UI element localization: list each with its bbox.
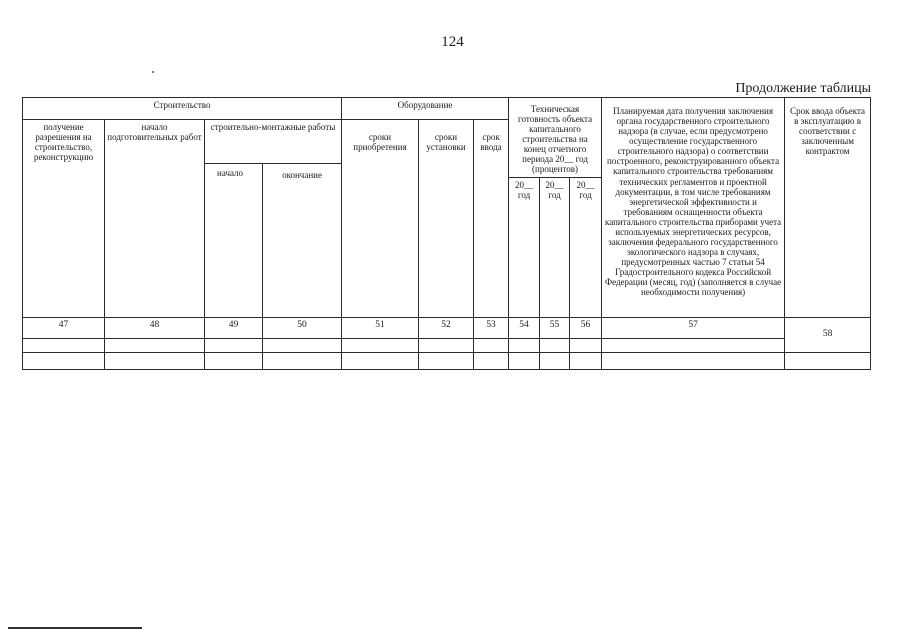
header-permit [23,120,105,318]
operation-deadline-text: Срок ввода объекта в эксплуатацию в соответствии с заключенным контрактом [790,106,866,157]
column-number: 57 [602,317,785,338]
purchase-terms-text: сроки приобретения [353,132,407,153]
empty-cell [263,352,342,369]
tech-readiness-text: Техническая готовность объекта капитального строительства на конец отчетного периода 20__ год (процентов) [518,104,593,175]
header-purchase-terms [342,120,419,318]
header-assembly-works: строительно-монтажные работы [205,120,342,164]
column-number: 50 [263,317,342,338]
empty-cell [105,338,205,352]
header-commissioning-term [474,120,509,318]
empty-cell [570,338,602,352]
header-year-3: 20__ год [570,177,602,317]
empty-cell [570,352,602,369]
column-number: 47 [23,317,105,338]
header-year-1: 20__ год [509,177,540,317]
column-number: 55 [540,317,570,338]
empty-cell [205,338,263,352]
footer-rule [8,627,142,629]
empty-cell [342,338,419,352]
column-number: 52 [419,317,474,338]
header-tech-readiness [509,98,602,178]
continuation-table [22,97,871,370]
empty-cell [602,338,785,352]
header-end: окончание [263,164,342,317]
column-number: 56 [570,317,602,338]
header-construction-group: Строительство [23,98,342,120]
header-start: начало [205,164,263,317]
empty-cell [263,338,342,352]
header-installation-terms [419,120,474,318]
empty-cell [509,338,540,352]
empty-cell [785,352,871,369]
installation-terms-text: сроки установки [426,132,466,153]
column-number: 58 [785,317,871,352]
header-equipment-group: Оборудование [342,98,509,120]
empty-cell [419,338,474,352]
continuation-label: Продолжение таблицы [735,81,871,96]
empty-cell [105,352,205,369]
header-operation-deadline [785,98,871,318]
column-number: 53 [474,317,509,338]
permit-text: получение разрешения на строительство, реконструкцию [33,122,94,163]
scan-speck [152,71,154,73]
column-number: 51 [342,317,419,338]
empty-cell [540,352,570,369]
page-number: 124 [441,34,464,50]
empty-cell [342,352,419,369]
header-planned-date [602,98,785,318]
prep-works-text: начало подготовительных работ [107,122,202,143]
planned-date-text: Планируемая дата получения заключения органа государственного строительного надзора (в случае, если предусмотрено осуществление государственного строительного надзора) о соответствии построенного, реконструированного объекта капитального строительства требованиям технических регламентов и проектной документации, в том числе требованиям энергетической эффективности и требованиям оснащенности объекта капитального строительства приборами учета используемых энергетических ресурсов, заключения федерального государственного экологического надзора в случаях, предусмотренных частью 7 статьи 54 Градостроительного кодекса Российской Федерации (месяц, год) (заполняется в случае необходимости получения) [604,106,782,298]
column-number: 48 [105,317,205,338]
empty-cell [602,352,785,369]
column-number: 49 [205,317,263,338]
empty-cell [474,338,509,352]
header-year-2: 20__ год [540,177,570,317]
header-prep-works [105,120,205,318]
empty-cell [205,352,263,369]
empty-cell [474,352,509,369]
empty-cell [23,338,105,352]
empty-cell [419,352,474,369]
column-number: 54 [509,317,540,338]
commissioning-term-text: срок ввода [480,132,502,153]
empty-cell [23,352,105,369]
empty-cell [540,338,570,352]
empty-cell [509,352,540,369]
